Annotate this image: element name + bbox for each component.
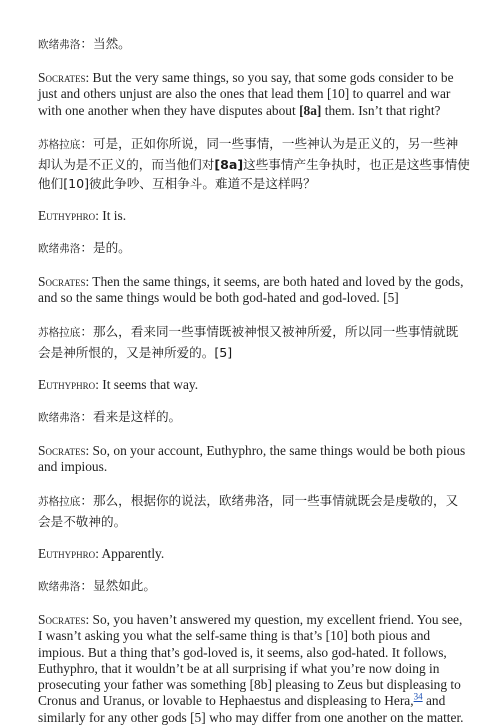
- english-paragraph: [38, 546, 470, 562]
- speaker-name: 苏格拉底: [38, 326, 81, 339]
- paragraph-text: them. Isn’t that right?: [321, 102, 441, 118]
- paragraph-text: ：当然。: [80, 36, 131, 51]
- speaker-name: Socrates: [38, 611, 86, 627]
- paragraph-text: ：显然如此。: [80, 577, 156, 593]
- paragraph-gap: [38, 259, 470, 274]
- chinese-paragraph: [38, 238, 470, 259]
- chinese-paragraph: [38, 407, 470, 428]
- paragraph-text: : Apparently.: [95, 545, 165, 561]
- paragraph-text: 这些事情产生争执时，也正是这些事情使他们[10]彼此争吵、互相争斗。难道不是这样吗？: [38, 156, 470, 191]
- english-paragraph: [38, 274, 470, 307]
- paragraph-gap: [38, 562, 470, 576]
- english-paragraph: [38, 377, 470, 393]
- paragraph-text: : It is.: [95, 207, 127, 223]
- paragraph-text: and similarly for any other gods [5] who may differ from one another on the matter.: [38, 693, 464, 725]
- paragraph-text: : So, on your account, Euthyphro, the same things would be both pious and impious.: [38, 443, 466, 475]
- paragraph-gap: [38, 224, 470, 238]
- speaker-name: Euthyphro: [38, 376, 96, 392]
- paragraph-text: : But the very same things, so you say, that some gods consider to be just and others unjust are also the ones that lead them [10] to quarrel and war with one another when they have disputes about: [38, 70, 454, 118]
- paragraph-gap: [38, 307, 470, 322]
- speaker-name: Socrates: [38, 443, 86, 459]
- speaker-name: 欧绪弗洛: [38, 580, 81, 593]
- paragraph-text: : So, you haven’t answered my question, my excellent friend. You see, I wasn’t asking you what the self-same thing is that’s [10] both pious and impious. But a thing that’s god-loved is, it seems, also god-hated. It follows, Euthyphro, that it wouldn’t be at all surprising if what you’re now doing in prosecuting your father was something [8b] pleasing to Zeus but displeasing to Cronus and Uranus, or lovable to Hephaestus and displeasing to Hera,: [38, 611, 463, 709]
- chinese-paragraph: [38, 322, 470, 362]
- paragraph-gap: [38, 55, 470, 70]
- chinese-paragraph: [38, 134, 470, 193]
- paragraph-text: ：是的。: [80, 240, 131, 256]
- speaker-name: 苏格拉底: [38, 495, 81, 508]
- speaker-name: 欧绪弗洛: [38, 39, 81, 51]
- english-paragraph: [38, 443, 470, 476]
- paragraph-gap: [38, 428, 470, 443]
- english-paragraph: [38, 612, 470, 726]
- paragraph-text: ：那么，根据你的说法，欧绪弗洛，同一些事情就既会是虔敬的，又会是不敬神的。: [38, 492, 459, 529]
- paragraph-text: ：可是，正如你所说，同一些事情，一些神认为是正义的，另一些神却认为是不正义的，而当他们对: [38, 135, 459, 172]
- chinese-paragraph: [38, 34, 470, 55]
- english-paragraph: [38, 70, 470, 119]
- paragraph-text: ：看来是这样的。: [80, 409, 182, 425]
- paragraph-text: : It seems that way.: [95, 376, 199, 392]
- stephanus-marker: [8a]: [214, 156, 244, 172]
- paragraph-text: ：那么，看来同一些事情既被神恨又被神所爱，所以同一些事情就既会是神所恨的，又是神所爱的。[5]: [38, 323, 459, 360]
- chinese-paragraph: [38, 576, 470, 597]
- paragraph-gap: [38, 531, 470, 546]
- paragraph-gap: [38, 393, 470, 407]
- english-paragraph: [38, 208, 470, 224]
- speaker-name: 欧绪弗洛: [38, 412, 81, 425]
- paragraph-gap: [38, 476, 470, 491]
- paragraph-text: : Then the same things, it seems, are both hated and loved by the gods, and so the same things would be both god-hated and god-loved. [5]: [38, 274, 464, 306]
- paragraph-gap: [38, 597, 470, 612]
- speaker-name: Euthyphro: [38, 545, 96, 561]
- paragraph-gap: [38, 362, 470, 377]
- paragraph-gap: [38, 119, 470, 134]
- chinese-paragraph: [38, 491, 470, 531]
- speaker-name: Socrates: [38, 70, 86, 85]
- speaker-name: Socrates: [38, 274, 86, 290]
- paragraph-gap: [38, 193, 470, 208]
- footnote-link[interactable]: 34: [413, 691, 423, 702]
- speaker-name: 苏格拉底: [38, 138, 81, 151]
- speaker-name: 欧绪弗洛: [38, 243, 81, 256]
- speaker-name: Euthyphro: [38, 207, 96, 223]
- stephanus-marker: [8a]: [299, 102, 322, 118]
